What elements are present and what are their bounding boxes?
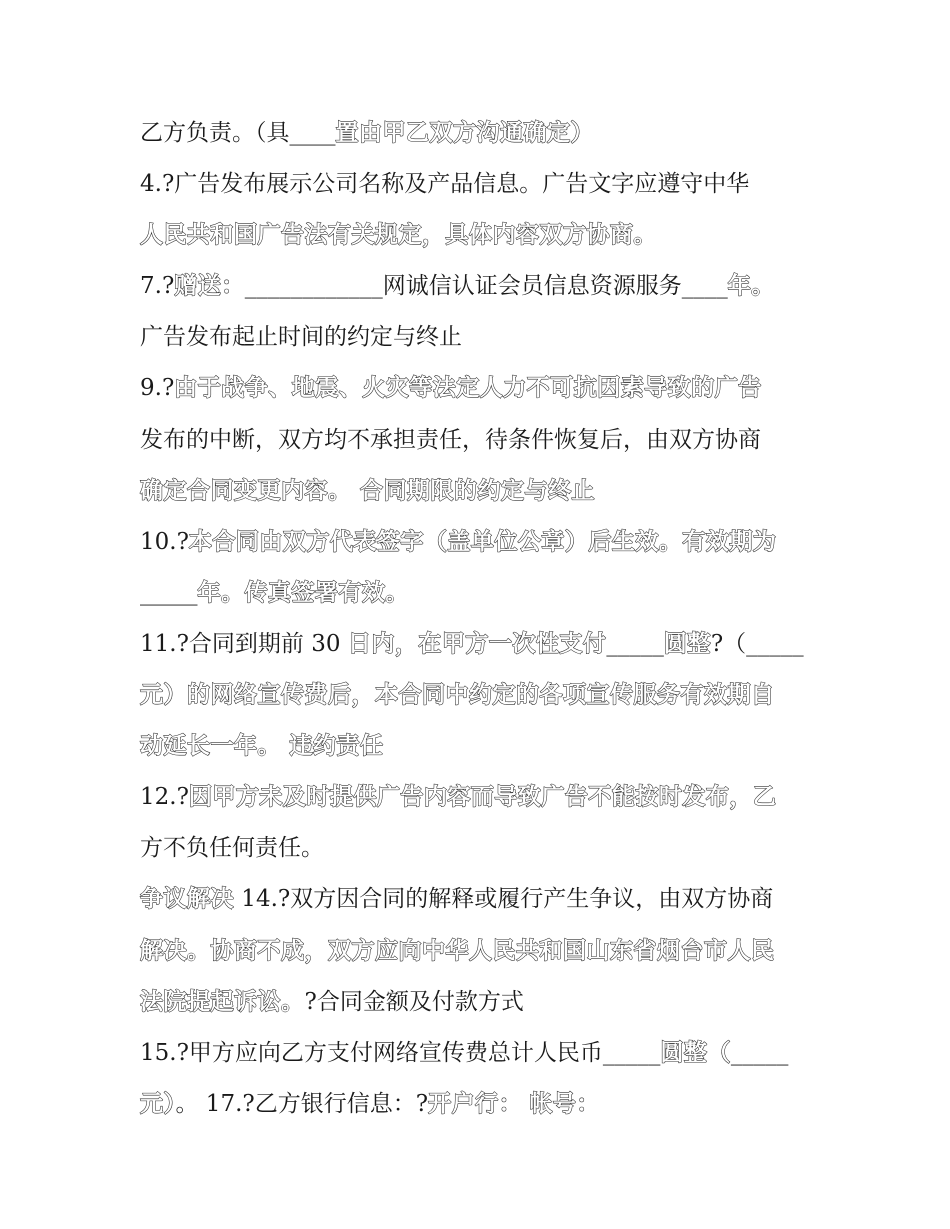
outlined-text-segment: 年。 (727, 273, 775, 300)
outlined-text-segment: 人民共和国广告法有关规定，具体内容双方协商。 (140, 222, 657, 249)
document-line (140, 1079, 820, 1130)
outlined-text-segment: 元） (140, 1090, 176, 1117)
document-line (140, 926, 820, 977)
text-segment: 10.? (140, 528, 189, 555)
outlined-text-segment: 元）的网络宣传费后，本合同中约定的各项宣传服务有效期自 (140, 682, 775, 709)
document-line (140, 721, 820, 772)
document-line (140, 772, 820, 823)
document-line (140, 261, 820, 312)
document-line (140, 1028, 820, 1079)
document-line (140, 159, 820, 210)
outlined-text-segment: 赠送： (174, 273, 245, 300)
outlined-text-segment: 因甲方未及时提供广告内容而导致广告不能按时发布，乙 (188, 784, 777, 811)
document-line (140, 415, 820, 466)
outlined-text-segment: 年。传真签署有效。 (197, 579, 409, 606)
text-segment: 7.? (140, 273, 175, 300)
text-segment: ?（_____ (710, 630, 804, 657)
outlined-text-segment: 置由甲乙双方沟通确定） (335, 120, 594, 146)
text-segment: 9.? (140, 375, 175, 402)
document-line (140, 568, 820, 619)
text-segment: _____ (730, 1039, 789, 1066)
text-segment: ?合同金额及付款方式 (304, 988, 524, 1015)
outlined-text-segment: 本合同由双方代表签字（盖单位公章）后生效。有效期为 (188, 528, 777, 555)
document-line (140, 670, 820, 721)
document-body (140, 108, 820, 1130)
text-segment: 乙方负责。（具____ (140, 120, 336, 146)
outlined-text-segment: 法院提起诉讼。 (140, 988, 305, 1015)
outlined-text-segment: 圆整（ (660, 1039, 731, 1066)
outlined-text-segment: 由于战争、地震、火灾等法定人力不可抗因素导致的广告 (174, 375, 762, 402)
document-line (140, 517, 820, 568)
text-segment: 14.?双方因合同的解释或履行产生争议，由双方协商 (234, 886, 774, 913)
text-segment: _____ (606, 630, 664, 657)
outlined-text-segment: 动延长一年。 违约责任 (140, 733, 384, 760)
document-line (140, 977, 820, 1028)
outlined-text-segment: 解决。协商不成，双方应向中华人民共和国山东省烟台市人民 (140, 937, 775, 964)
outlined-text-segment: 圆整 (663, 630, 711, 657)
text-segment: 广告发布起止时间的约定与终止 (140, 324, 462, 351)
document-line (140, 210, 820, 261)
text-segment: 4.?广告发布展示公司名称及产品信息。广告文字应遵守中华 (140, 171, 750, 198)
text-segment: ____________网诚信认证会员信息资源服务____ (244, 273, 728, 300)
document-line (140, 823, 820, 874)
outlined-text-segment: 开户行： (428, 1090, 523, 1117)
document-line (140, 466, 820, 517)
text-segment: 。 17.?乙方银行信息：? (175, 1090, 429, 1117)
outlined-text-segment: 争议解决 (140, 886, 234, 913)
text-segment: 15.?甲方应向乙方支付网络宣传费总计人民币_____ (140, 1039, 661, 1066)
document-line (140, 874, 820, 925)
text-segment: 11.?合同到期前 30 (140, 630, 348, 657)
outlined-text-segment: 帐号： (529, 1090, 600, 1117)
document-line (140, 312, 820, 363)
text-segment: 发布的中断，双方均不承担责任，待条件恢复后，由双方协商 (140, 426, 761, 453)
outlined-text-segment: 日内，在甲方一次性支付 (347, 630, 607, 657)
outlined-text-segment: 确定合同变更内容。 合同期限的约定与终止 (140, 477, 596, 504)
document-line (140, 108, 820, 159)
text-segment: 方不负任何责任。 (140, 835, 324, 862)
document-line (140, 619, 820, 670)
text-segment: _____ (140, 579, 198, 606)
text-segment: 12.? (140, 784, 189, 811)
document-line (140, 363, 820, 414)
